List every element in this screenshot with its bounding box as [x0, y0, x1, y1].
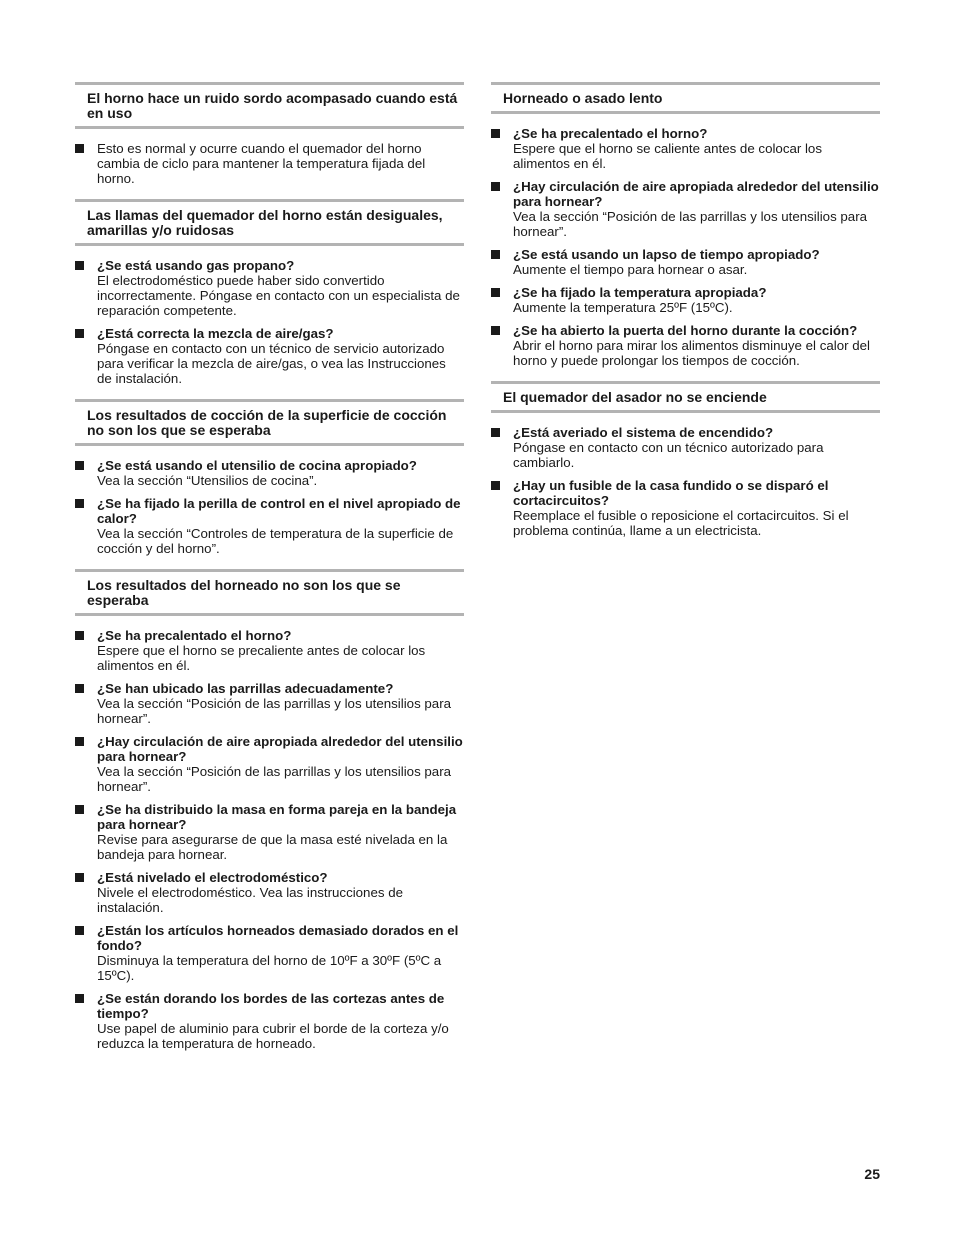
- answer-text: Disminuya la temperatura del horno de 10ºF a 30ºF (5ºC a 15ºC).: [97, 953, 442, 983]
- question-text: ¿Se ha abierto la puerta del horno durante la cocción?: [513, 323, 858, 338]
- question-text: ¿Está nivelado el electrodoméstico?: [97, 870, 328, 885]
- answer-text: Vea la sección “Controles de temperatura de la superficie de cocción y del horno”.: [97, 526, 454, 556]
- question-text: ¿Hay circulación de aire apropiada alrededor del utensilio para hornear?: [513, 179, 879, 209]
- answer-text: Aumente la temperatura 25ºF (15ºC).: [513, 300, 733, 315]
- list-item: [75, 802, 464, 862]
- answer-text: Abrir el horno para mirar los alimentos disminuye el calor del horno y puede prolongar los tiempos de cocción.: [513, 338, 870, 368]
- answer-text: Vea la sección “Posición de las parrillas y los utensilios para hornear”.: [97, 764, 452, 794]
- answer-text: Revise para asegurarse de que la masa esté nivelada en la bandeja para hornear.: [97, 832, 448, 862]
- section-list: [75, 458, 464, 556]
- square-bullet-icon: [75, 499, 84, 508]
- answer-text: Vea la sección “Utensilios de cocina”.: [97, 473, 318, 488]
- section-heading-los-resultados-del-horneado-no-son-los-q: Los resultados del horneado no son los que se esperaba: [75, 569, 464, 616]
- list-item: [75, 458, 464, 488]
- list-item: [75, 258, 464, 318]
- section-heading-el-quemador-del-asador-no-se-enciende: El quemador del asador no se enciende: [491, 381, 880, 413]
- square-bullet-icon: [75, 994, 84, 1003]
- answer-text: Póngase en contacto con un técnico autorizado para cambiarlo.: [513, 440, 824, 470]
- right-column: [491, 82, 880, 551]
- question-text: ¿Se ha precalentado el horno?: [513, 126, 708, 141]
- question-text: ¿Se están dorando los bordes de las cortezas antes de tiempo?: [97, 991, 445, 1021]
- section-heading-los-resultados-de-coccion-de-la-superfic: Los resultados de cocción de la superficie de cocción no son los que se esperaba: [75, 399, 464, 446]
- section-heading-horneado-o-asado-lento: Horneado o asado lento: [491, 82, 880, 114]
- square-bullet-icon: [491, 481, 500, 490]
- square-bullet-icon: [491, 250, 500, 259]
- answer-text: Esto es normal y ocurre cuando el quemador del horno cambia de ciclo para mantener la temperatura fijada del horno.: [97, 141, 426, 186]
- question-text: ¿Está averiado el sistema de encendido?: [513, 425, 774, 440]
- square-bullet-icon: [491, 129, 500, 138]
- list-item: [75, 628, 464, 673]
- question-text: ¿Está correcta la mezcla de aire/gas?: [97, 326, 334, 341]
- list-item: [75, 923, 464, 983]
- question-text: ¿Se está usando el utensilio de cocina apropiado?: [97, 458, 417, 473]
- left-column: [75, 82, 464, 1064]
- section-list: [75, 628, 464, 1051]
- question-text: ¿Se ha fijado la perilla de control en el nivel apropiado de calor?: [97, 496, 461, 526]
- list-item: [75, 326, 464, 386]
- square-bullet-icon: [75, 329, 84, 338]
- section-list: [75, 141, 464, 186]
- square-bullet-icon: [75, 737, 84, 746]
- square-bullet-icon: [75, 144, 84, 153]
- square-bullet-icon: [491, 182, 500, 191]
- question-text: ¿Están los artículos horneados demasiado dorados en el fondo?: [97, 923, 459, 953]
- answer-text: Aumente el tiempo para hornear o asar.: [513, 262, 748, 277]
- square-bullet-icon: [491, 288, 500, 297]
- list-item: [75, 681, 464, 726]
- answer-text: Póngase en contacto con un técnico de servicio autorizado para verificar la mezcla de aire/gas, o vea las Instrucciones de instalación.: [97, 341, 446, 386]
- list-item: [75, 141, 464, 186]
- list-item: [491, 323, 880, 368]
- square-bullet-icon: [75, 684, 84, 693]
- section-heading-las-llamas-del-quemador-del-horno-estan-: Las llamas del quemador del horno están desiguales, amarillas y/o ruidosas: [75, 199, 464, 246]
- list-item: [491, 126, 880, 171]
- square-bullet-icon: [75, 631, 84, 640]
- answer-text: Espere que el horno se precaliente antes de colocar los alimentos en él.: [97, 643, 426, 673]
- answer-text: Vea la sección “Posición de las parrillas y los utensilios para hornear”.: [513, 209, 868, 239]
- square-bullet-icon: [75, 873, 84, 882]
- answer-text: Reemplace el fusible o reposicione el cortacircuitos. Si el problema continúa, llame a un electricista.: [513, 508, 849, 538]
- list-item: [491, 425, 880, 470]
- square-bullet-icon: [491, 428, 500, 437]
- square-bullet-icon: [75, 261, 84, 270]
- square-bullet-icon: [75, 805, 84, 814]
- square-bullet-icon: [491, 326, 500, 335]
- list-item: [75, 870, 464, 915]
- answer-text: Use papel de aluminio para cubrir el borde de la corteza y/o reduzca la temperatura de horneado.: [97, 1021, 449, 1051]
- answer-text: Espere que el horno se caliente antes de colocar los alimentos en él.: [513, 141, 822, 171]
- list-item: [75, 734, 464, 794]
- question-text: ¿Se está usando un lapso de tiempo apropiado?: [513, 247, 820, 262]
- section-list: [491, 425, 880, 538]
- list-item: [491, 179, 880, 239]
- answer-text: Vea la sección “Posición de las parrillas y los utensilios para hornear”.: [97, 696, 452, 726]
- question-text: ¿Se ha fijado la temperatura apropiada?: [513, 285, 767, 300]
- question-text: ¿Hay circulación de aire apropiada alrededor del utensilio para hornear?: [97, 734, 463, 764]
- section-list: [491, 126, 880, 368]
- answer-text: Nivele el electrodoméstico. Vea las instrucciones de instalación.: [97, 885, 403, 915]
- list-item: [75, 496, 464, 556]
- answer-text: El electrodoméstico puede haber sido convertido incorrectamente. Póngase en contacto con un especialista de reparación competente.: [97, 273, 460, 318]
- section-heading-el-horno-hace-un-ruido-sordo-acompasado-: El horno hace un ruido sordo acompasado cuando está en uso: [75, 82, 464, 129]
- square-bullet-icon: [75, 926, 84, 935]
- question-text: ¿Se han ubicado las parrillas adecuadamente?: [97, 681, 394, 696]
- section-list: [75, 258, 464, 386]
- list-item: [75, 991, 464, 1051]
- page-number: 25: [864, 1166, 880, 1182]
- list-item: [491, 247, 880, 277]
- square-bullet-icon: [75, 461, 84, 470]
- question-text: ¿Se ha distribuido la masa en forma pareja en la bandeja para hornear?: [97, 802, 457, 832]
- question-text: ¿Se está usando gas propano?: [97, 258, 295, 273]
- list-item: [491, 285, 880, 315]
- question-text: ¿Hay un fusible de la casa fundido o se disparó el cortacircuitos?: [513, 478, 829, 508]
- list-item: [491, 478, 880, 538]
- question-text: ¿Se ha precalentado el horno?: [97, 628, 292, 643]
